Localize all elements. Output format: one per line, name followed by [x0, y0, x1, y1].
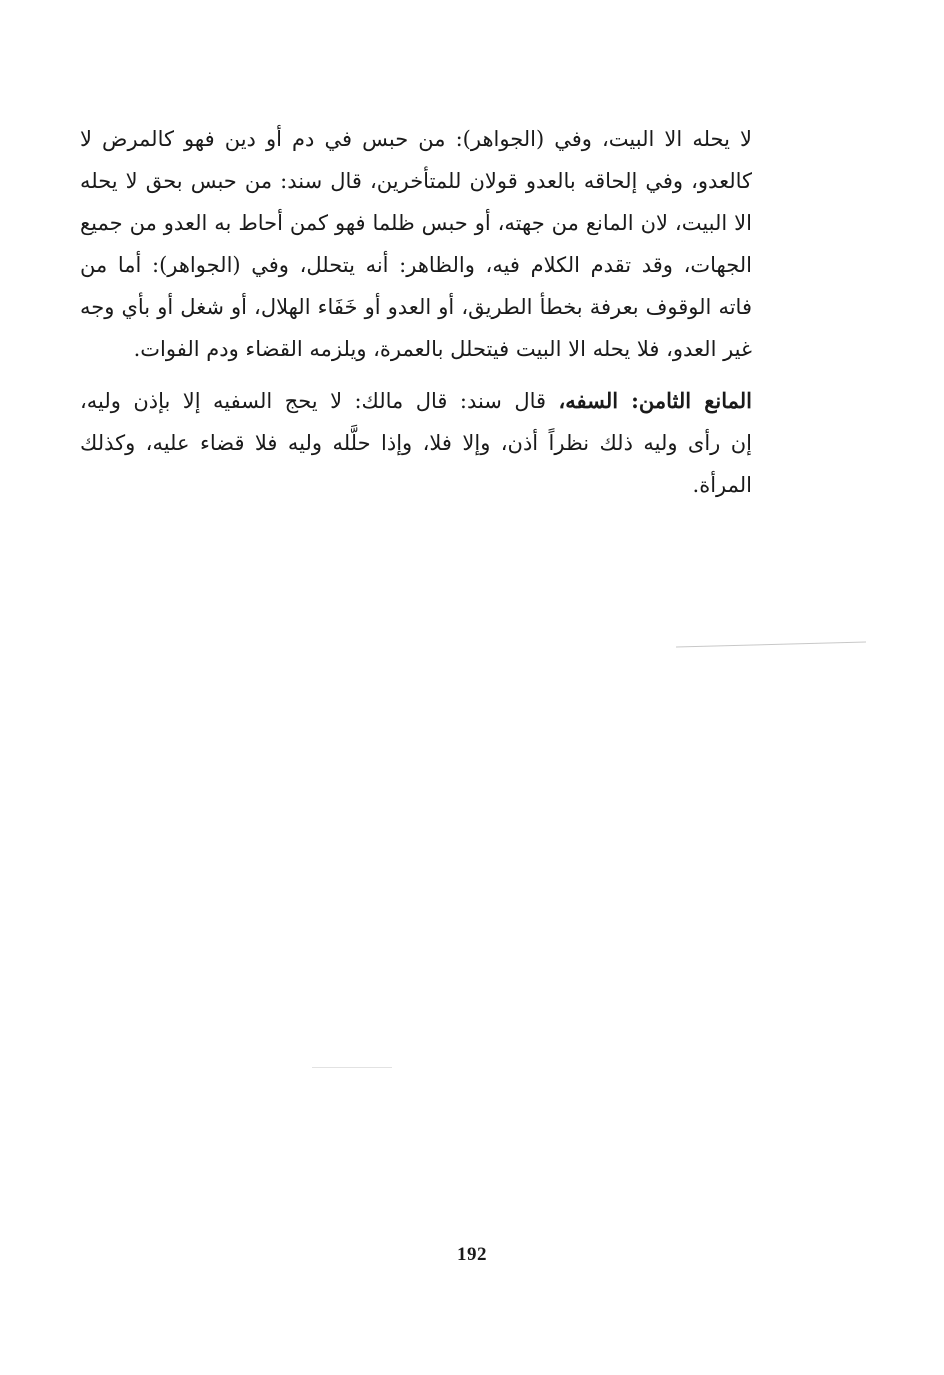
text-line: فاته الوقوف بعرفة بخطأ الطريق، أو العدو أو خَفَاء الهلال، أو شغل أو بأي وجه	[80, 295, 752, 319]
text-line	[80, 380, 752, 422]
text-line: إن رأى وليه ذلك نظراً أذن، وإلا فلا، وإذا حلَّله وليه فلا قضاء عليه، وكذلك	[80, 431, 752, 455]
page-number: 192	[457, 1244, 487, 1265]
text-line: غير العدو، فلا يحله الا البيت فيتحلل بالعمرة، ويلزمه القضاء ودم الفوات.	[133, 337, 752, 361]
text-run: قال سند: قال مالك: لا يحج السفيه إلا بإذن وليه،	[80, 389, 559, 413]
text-line: كالعدو، وفي إلحاقه بالعدو قولان للمتأخرين، قال سند: من حبس بحق لا يحله	[80, 169, 752, 193]
scan-artifact	[312, 1067, 392, 1068]
scan-artifact	[676, 642, 866, 648]
paragraph-1	[80, 118, 752, 370]
text-line: لا يحله الا البيت، وفي (الجواهر): من حبس في دم أو دين فهو كالمرض لا	[80, 127, 752, 151]
section-heading: المانع الثامن: السفه،	[558, 388, 752, 413]
text-line: الا البيت، لان المانع من جهته، أو حبس ظلما فهو كمن أحاط به العدو من جميع	[80, 211, 752, 235]
paragraph-2	[80, 380, 752, 506]
text-line: المرأة.	[692, 473, 752, 497]
text-line: الجهات، وقد تقدم الكلام فيه، والظاهر: أنه يتحلل، وفي (الجواهر): أما من	[80, 253, 752, 277]
